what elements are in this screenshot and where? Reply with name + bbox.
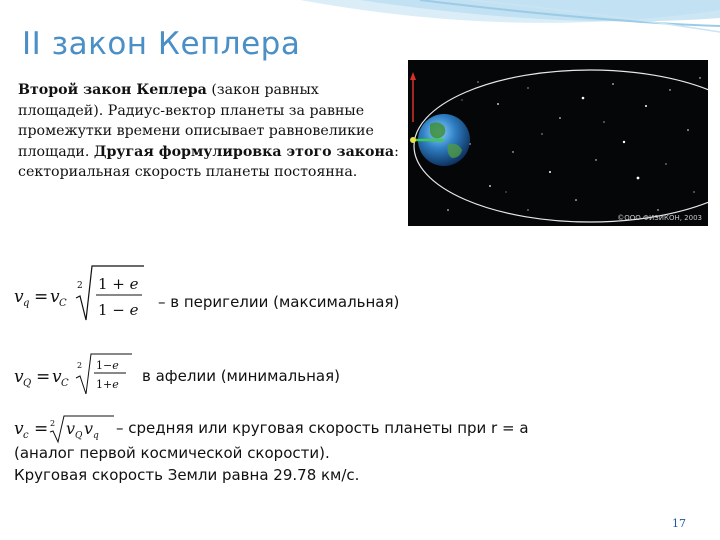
formula-perihelion [14,262,154,326]
svg-text:v: v [66,419,76,438]
svg-text:v: v [14,367,24,387]
formula-perihelion-desc: – в перигелии (максимальная) [158,293,400,311]
svg-text:c: c [23,430,29,441]
svg-text:q: q [23,298,30,309]
circular-speed-analog: (аналог первой космической скорости). [14,444,330,462]
formula-aphelion [14,350,139,398]
formula-aphelion-desc: в афелии (минимальная) [142,367,340,385]
orbit-illustration [408,60,708,226]
alt-formulation-text: : секториальная скорость планеты постоянна. [18,143,399,180]
svg-text:1 + e: 1 + e [98,275,139,293]
formula-notes [14,442,359,486]
focus-point [410,137,416,143]
svg-text:v: v [14,419,24,439]
svg-text:=: = [34,287,49,307]
svg-text:Q: Q [75,431,83,441]
svg-text:1 − e: 1 − e [98,301,139,319]
svg-text:q: q [93,431,99,441]
svg-text:1+e: 1+e [96,378,119,391]
svg-text:2: 2 [50,419,56,428]
svg-text:=: = [36,367,51,387]
svg-text:v: v [14,287,24,307]
svg-text:1−e: 1−e [96,359,119,372]
velocity-arrow-head [410,72,416,80]
formula-circular [14,412,118,444]
orbit-svg [408,60,708,226]
svg-text:C: C [61,378,69,389]
slide-title: II закон Кеплера [22,26,301,62]
svg-text:v: v [50,287,60,307]
law-text: (закон равных площадей). Радиус-вектор планеты за равные промежутки времени описывает равновеликие площади. [18,82,374,160]
svg-text:v: v [52,367,62,387]
law-name: Второй закон Кеплера [18,82,207,98]
svg-text:2: 2 [77,361,83,370]
intro-paragraph [18,80,406,183]
page-number: 17 [672,517,686,530]
svg-text:v: v [84,419,94,438]
alt-formulation-label: Другая формулировка этого закона [93,143,395,160]
stars [447,77,700,211]
image-copyright: ©ООО ФИЗИКОН, 2003 [617,214,702,222]
formula-circular-desc: – средняя или круговая скорость планеты при r = a [116,419,529,437]
svg-text:C: C [59,298,67,309]
svg-text:=: = [34,419,49,439]
svg-text:2: 2 [77,281,83,291]
earth-circular-speed: Круговая скорость Земли равна 29.78 км/с. [14,466,360,484]
svg-text:Q: Q [23,378,32,389]
